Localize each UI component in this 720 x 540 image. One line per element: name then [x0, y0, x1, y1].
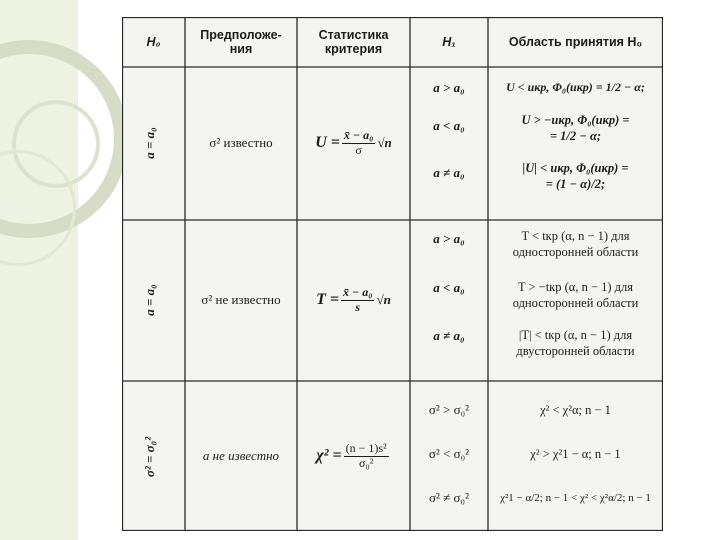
row2-region-greater: T < tкр (α, n − 1) для односторонней области — [512, 228, 639, 259]
row1-h0: a = a₀ — [142, 127, 157, 159]
row1-region-less: U > −uкр, Φ₀(uкр) = = 1/2 − α; — [521, 112, 630, 143]
header-assumptions: Предположе- ния — [200, 27, 282, 56]
hypothesis-table — [122, 17, 663, 531]
row2-region-less: T > −tкр (α, n − 1) для односторонней области — [512, 279, 639, 310]
row1-statistic: U = $\frac{\text{x̄ − a₀}}{\sigma}$ √n — [315, 128, 392, 157]
row2-h1-less: a < a₀ — [433, 279, 465, 295]
header-acceptance: Область принятия H₀ — [508, 34, 643, 49]
row1-region-noteq: |U| < uкр, Φ₀(uкр) = = (1 − α)/2; — [522, 160, 629, 191]
row3-region-noteq: χ²1 − α/2; n − 1 < χ² < χ²α/2; n − 1 — [500, 491, 651, 504]
row3-h1-greater: σ² > σ₀² — [428, 401, 470, 417]
row3-h1-less: σ² < σ₀² — [428, 445, 470, 461]
row3-region-less: χ² > χ²1 − α; n − 1 — [530, 446, 621, 461]
row1-region-greater: U < uкр, Φ₀(uкр) = 1/2 − α; — [506, 80, 645, 95]
row3-h1-noteq: σ² ≠ σ₀² — [429, 489, 469, 505]
row3-assumption: a не известно — [202, 447, 280, 463]
header-statistic: Статистика критерия — [318, 27, 389, 56]
row2-h1-noteq: a ≠ a₀ — [433, 327, 465, 343]
row1-assumption: σ² известно — [209, 135, 273, 151]
row1-h1-noteq: a ≠ a₀ — [433, 164, 465, 180]
row3-region-greater: χ² < χ²α; n − 1 — [540, 402, 611, 417]
row1-h1-less: a < a₀ — [433, 117, 465, 133]
row1-h1-greater: a > a₀ — [433, 79, 465, 95]
row2-assumption: σ² не известно — [201, 292, 281, 308]
row2-h0: a = a₀ — [142, 284, 157, 316]
row3-h0: σ² = σ₀² — [142, 436, 157, 478]
row3-statistic: χ² = $\frac{\text{(n − 1)s²}}{\text{σ₀²}}$ — [316, 440, 387, 470]
header-h1: H₁ — [442, 34, 456, 49]
header-h0: H₀ — [146, 34, 161, 49]
row2-region-noteq: |T| < tкр (α, n − 1) для двусторонней области — [516, 327, 635, 358]
row2-h1-greater: a > a₀ — [433, 230, 465, 246]
row2-statistic: T = $\frac{\text{x̄ − a₀}}{s}$ √n — [316, 285, 391, 314]
